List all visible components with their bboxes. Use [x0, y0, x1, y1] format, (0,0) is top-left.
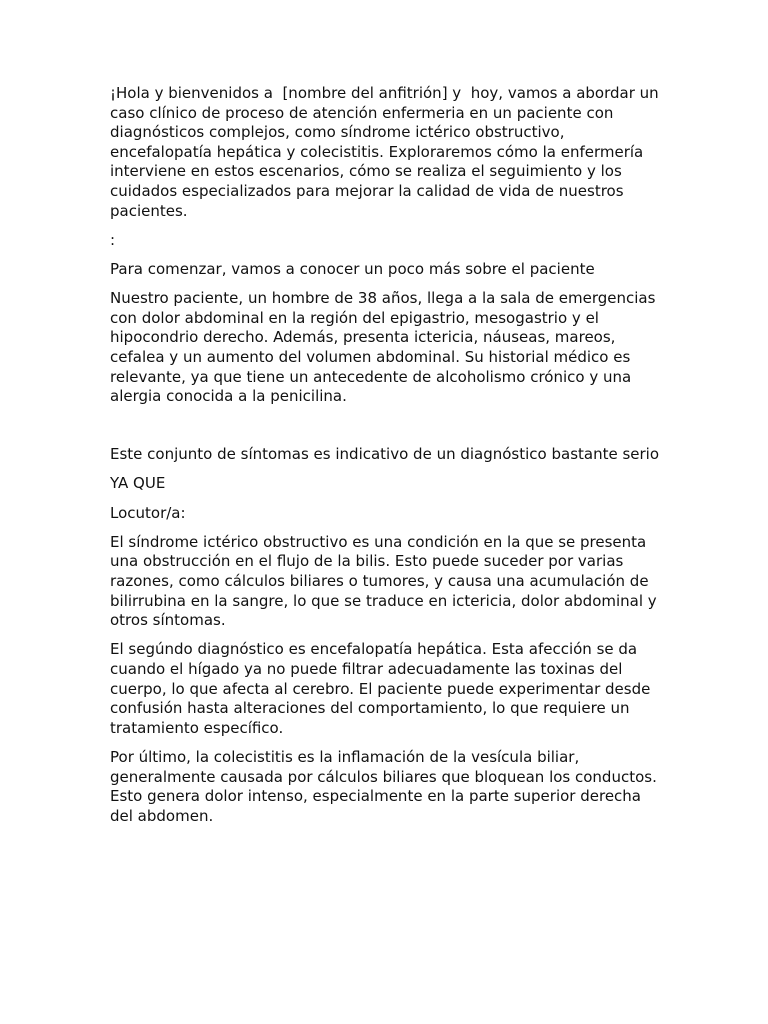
- paragraph-intro: ¡Hola y bienvenidos a [nombre del anfitrión] y hoy, vamos a abordar un caso clínico de proceso de atención enfermeria en un paciente con diagnósticos complejos, como síndrome ictérico obstructivo, encefalopatía hepática y colecistitis. Exploraremos cómo la enfermería interviene en estos escenarios, cómo se realiza el seguimiento y los cuidados especializados para mejorar la calidad de vida de nuestros pacientes.: [110, 84, 664, 220]
- paragraph-icteric-syndrome: El síndrome ictérico obstructivo es una condición en la que se presenta una obstrucción en el flujo de la bilis. Esto puede suceder por varias razones, como cálculos biliares o tumores, y causa una acumulación de bilirrubina en la sangre, lo que se traduce en ictericia, dolor abdominal y otros síntomas.: [110, 532, 657, 630]
- paragraph-symptoms-summary: Este conjunto de síntomas es indicativo de un diagnóstico bastante serio: [110, 445, 660, 464]
- paragraph-colon: :: [110, 230, 116, 249]
- blank-line: [110, 416, 660, 445]
- document-body: [110, 84, 664, 836]
- paragraph-cholecystitis: Por último, la colecistitis es la inflamación de la vesícula biliar, generalmente causada por cálculos biliares que bloquean los conductos. Esto genera dolor intenso, especialmente en la parte superior derecha del abdomen.: [110, 747, 657, 825]
- paragraph-speaker-label: Locutor/a:: [110, 503, 186, 522]
- paragraph-patient-intro: Para comenzar, vamos a conocer un poco más sobre el paciente: [110, 259, 595, 278]
- paragraph-patient-description: Nuestro paciente, un hombre de 38 años, llega a la sala de emergencias con dolor abdominal en la región del epigastrio, mesogastrio y el hipocondrio derecho. Además, presenta ictericia, náuseas, mareos, cefalea y un aumento del volumen abdominal. Su historial médico es relevante, ya que tiene un antecedente de alcoholismo crónico y una alergia conocida a la penicilina.: [110, 289, 656, 406]
- paragraph-hepatic-encephalopathy: El segúndo diagnóstico es encefalopatía hepática. Esta afección se da cuando el hígado ya no puede filtrar adecuadamente las toxinas del cuerpo, lo que afecta al cerebro. El paciente puede experimentar desde confusión hasta alteraciones del comportamiento, lo que requiere un tratamiento específico.: [110, 640, 651, 737]
- paragraph-ya-que: YA QUE: [110, 474, 166, 493]
